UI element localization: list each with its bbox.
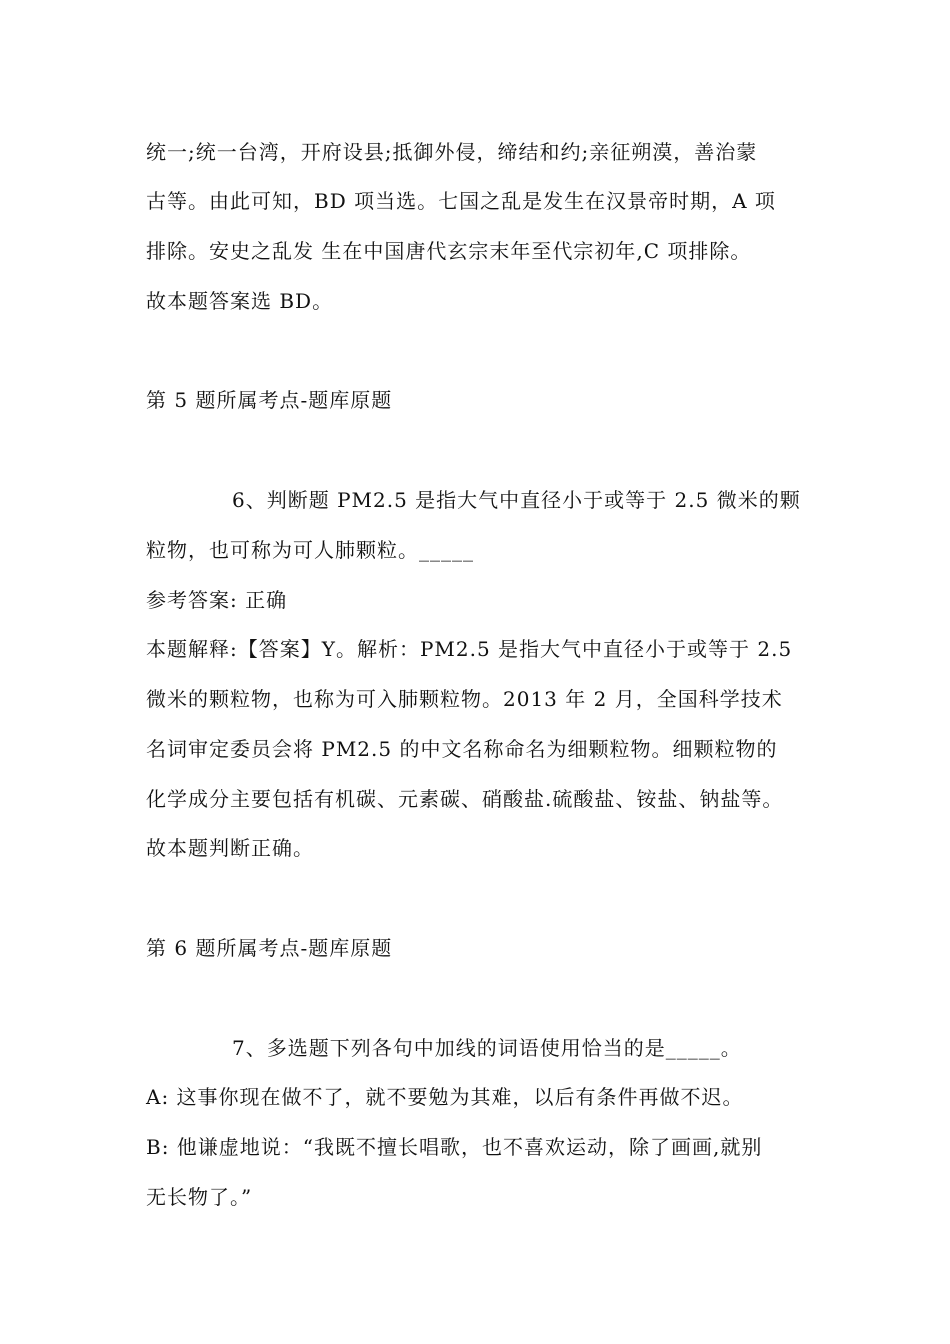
question-7-option-b: B: 他谦虚地说：“我既不擅长唱歌，也不喜欢运动，除了画画,就别 bbox=[146, 1135, 763, 1159]
question-6-explanation-line: 本题解释:【答案】Y。解析：PM2.5 是指大气中直径小于或等于 2.5 bbox=[146, 637, 793, 661]
question-6-answer: 参考答案: 正确 bbox=[146, 588, 288, 612]
question-6-explanation-line: 故本题判断正确。 bbox=[146, 836, 314, 860]
question-6-explanation-line: 化学成分主要包括有机碳、元素碳、硝酸盐.硫酸盐、铵盐、钠盐等。 bbox=[146, 787, 784, 811]
explanation-line: 统一;统一台湾，开府设县;抵御外侵，缔结和约;亲征朔漠，善治蒙 bbox=[146, 140, 758, 164]
explanation-line: 古等。由此可知，BD 项当选。七国之乱是发生在汉景帝时期，A 项 bbox=[146, 189, 776, 213]
explanation-line: 故本题答案选 BD。 bbox=[146, 289, 334, 313]
question-7-option-b: 无长物了。” bbox=[146, 1185, 253, 1209]
section-note-6: 第 6 题所属考点-题库原题 bbox=[146, 936, 393, 960]
question-7-line: 7、多选题下列各句中加线的词语使用恰当的是_____。 bbox=[232, 1036, 742, 1060]
question-6-line: 粒物，也可称为可人肺颗粒。_____ bbox=[146, 538, 474, 562]
question-6-explanation-line: 名词审定委员会将 PM2.5 的中文名称命名为细颗粒物。细颗粒物的 bbox=[146, 737, 778, 761]
question-7-option-a: A: 这事你现在做不了，就不要勉为其难，以后有条件再做不迟。 bbox=[146, 1085, 744, 1109]
explanation-line: 排除。安史之乱发 生在中国唐代玄宗末年至代宗初年,C 项排除。 bbox=[146, 239, 752, 263]
question-6-line: 6、判断题 PM2.5 是指大气中直径小于或等于 2.5 微米的颗 bbox=[232, 488, 801, 512]
section-note-5: 第 5 题所属考点-题库原题 bbox=[146, 388, 393, 412]
question-6-explanation-line: 微米的颗粒物，也称为可入肺颗粒物。2013 年 2 月，全国科学技术 bbox=[146, 687, 783, 711]
